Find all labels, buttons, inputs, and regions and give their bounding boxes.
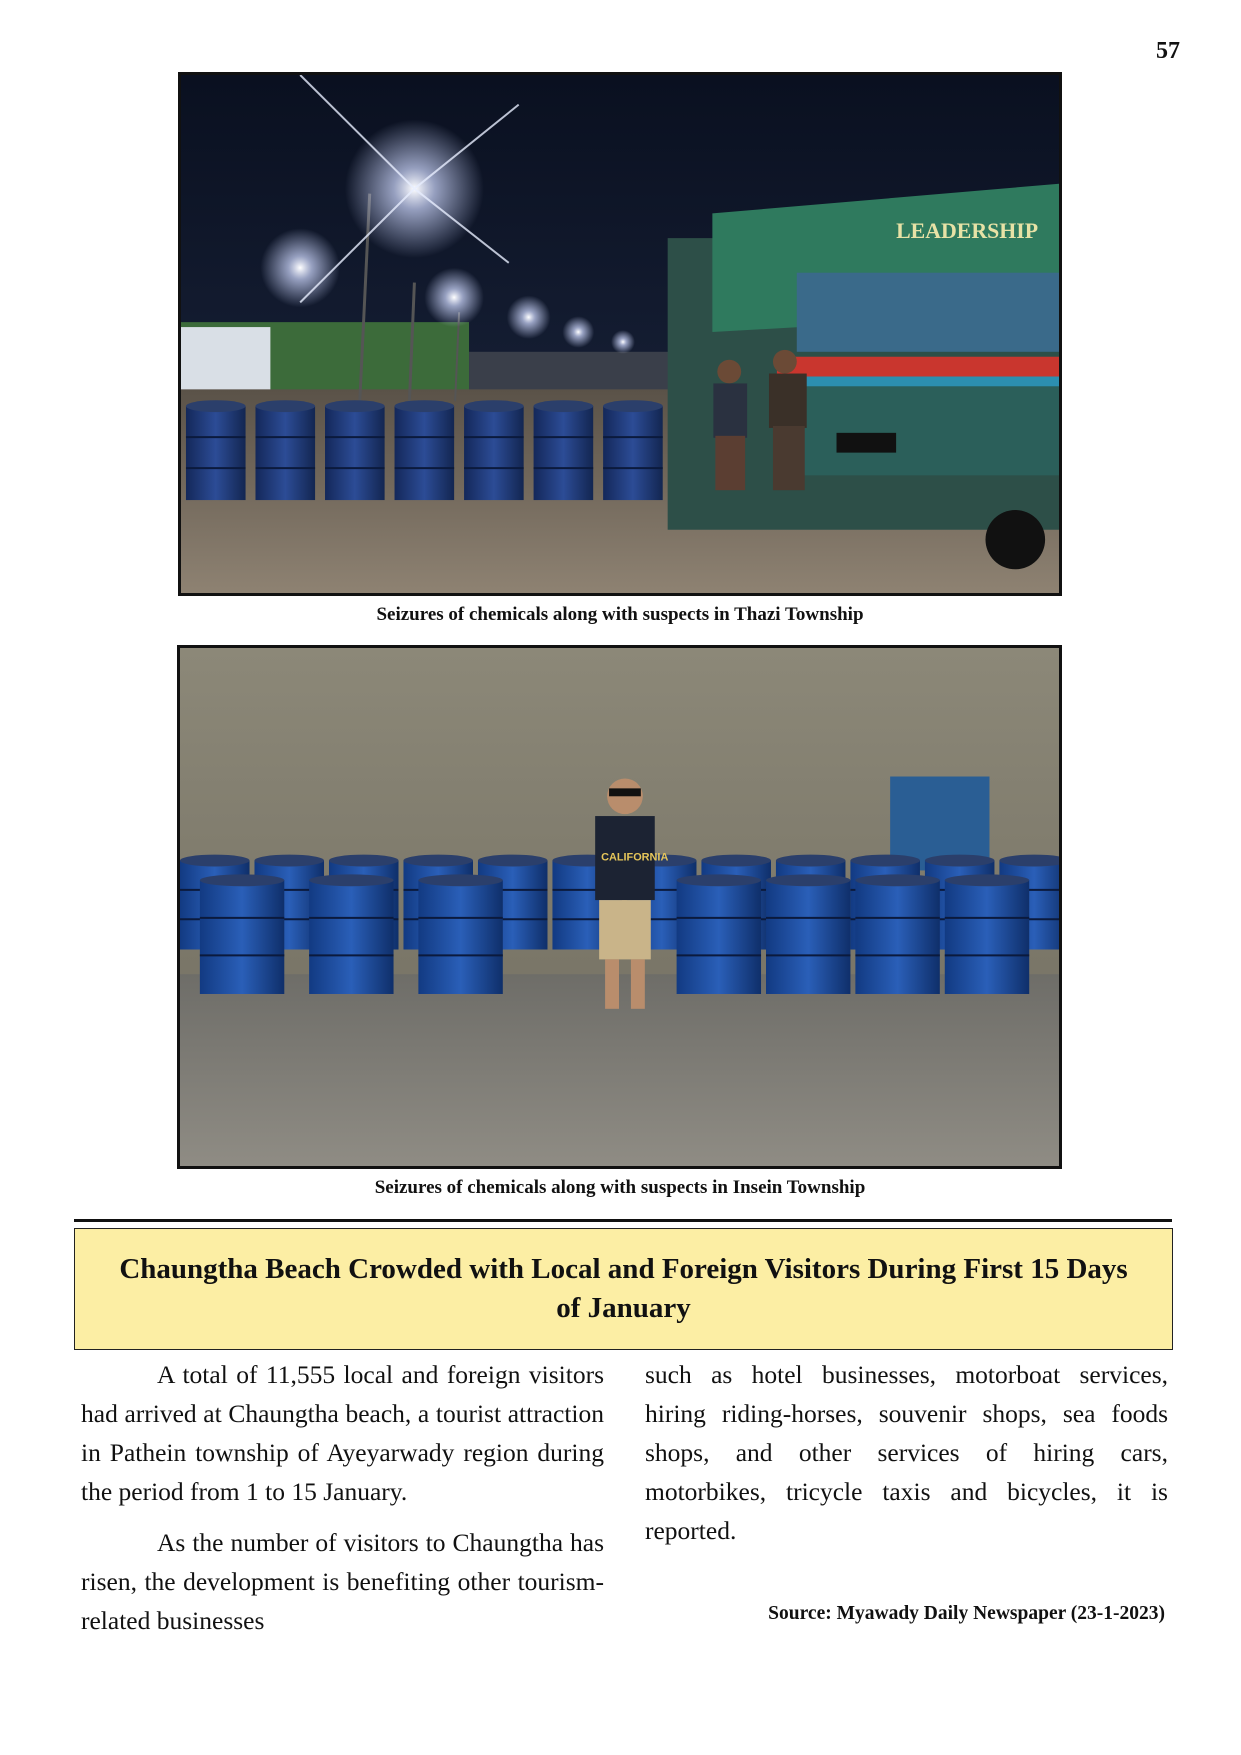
drum-barrel [603,400,663,500]
drum-barrel [418,874,502,994]
figure-caption: Seizures of chemicals along with suspects in Insein Township [374,1177,866,1198]
drum-barrel [325,400,385,500]
figure-caption: Seizures of chemicals along with suspects in Thazi Township [376,604,864,625]
article-column-left [81,1355,604,1652]
drum-barrel [309,874,393,994]
photo-insein-illustration [180,648,1059,1166]
headline-box [74,1228,1173,1350]
article-headline: Chaungtha Beach Crowded with Local and Foreign Visitors During First 15 Days of January [119,1253,1128,1324]
drum-barrel [464,400,524,500]
drum-barrel [200,874,284,994]
drum-barrel [395,400,455,500]
page-number: 57 [1156,38,1180,64]
drum-barrel [534,400,594,500]
article-paragraph: such as hotel businesses, motorboat services, hiring riding-horses, souvenir shops, sea foods shops, and other services of hiring cars, motorbikes, tricycle taxis and bicycles, it is reported. [645,1360,1168,1545]
shirt-lettering: CALIFORNIA [601,851,669,864]
photo-thazi-seizure [178,72,1062,596]
drum-barrel [186,400,246,500]
photo-insein-seizure [177,645,1062,1169]
section-divider [74,1219,1172,1222]
article-paragraph: A total of 11,555 local and foreign visitors had arrived at Chaungtha beach, a tourist attraction in Pathein township of Ayeyarwady region during the period from 1 to 15 January. [81,1360,604,1506]
article-column-right [645,1355,1168,1562]
drum-barrel [945,874,1029,994]
drum-barrel [677,874,761,994]
photo-thazi-illustration [181,75,1059,593]
drum-barrel [855,874,939,994]
drum-barrel [255,400,315,500]
article-paragraph: As the number of visitors to Chaungtha has risen, the development is benefiting other tourism-related businesses [81,1528,604,1635]
article-source: Source: Myawady Daily Newspaper (23-1-2023) [768,1603,1165,1624]
truck-lettering: LEADERSHIP [896,219,1039,244]
drum-barrel [766,874,850,994]
